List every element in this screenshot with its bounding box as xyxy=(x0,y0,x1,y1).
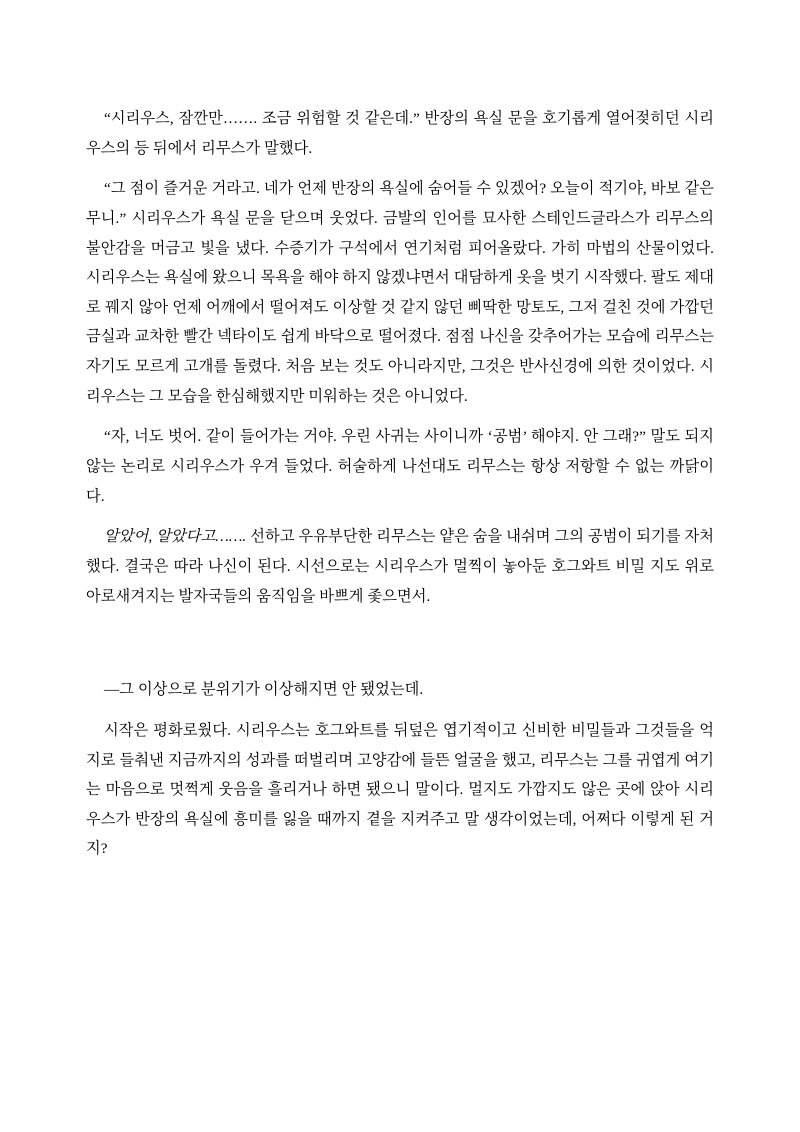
document-body xyxy=(86,104,714,864)
paragraph: 시작은 평화로웠다. 시리우스는 호그와트를 뒤덮은 엽기적이고 신비한 비밀들과 그것들을 억지로 들춰낸 지금까지의 성과를 떠벌리며 고양감에 들뜬 얼굴을 했고, 리무스는 그를 귀엽게 여기는 마음으로 멋쩍게 웃음을 흘리거나 하면 됐으니 말이다. 멀지도 가깝지도 않은 곳에 앉아 시리우스가 반장의 욕실에 흥미를 잃을 때까지 곁을 지켜주고 말 생각이었는데, 어쩌다 이렇게 된 거지? xyxy=(86,721,714,858)
paragraph-with-italic-lead xyxy=(86,522,714,611)
paragraph: “시리우스, 잠깐만……. 조금 위험할 것 같은데.” 반장의 욕실 문을 호기롭게 열어젖히던 시리우스의 등 뒤에서 리무스가 말했다. xyxy=(86,110,714,157)
section-spacer xyxy=(86,622,714,664)
paragraph: “자, 너도 벗어. 같이 들어가는 거야. 우린 사귀는 사이니까 ‘공범’ 해야지. 안 그래?” 말도 되지 않는 논리로 시리우스가 우겨 들었다. 허술하게 나선대도 리무스는 항상 저항할 수 없는 까닭이다. xyxy=(86,428,714,505)
paragraph: ―그 이상으로 분위기가 이상해지면 안 됐었는데. xyxy=(104,681,424,699)
italic-lead-text: 알았어, 알았다고……. xyxy=(104,528,247,546)
paragraph: “그 점이 즐거운 거라고. 네가 언제 반장의 욕실에 숨어들 수 있겠어? 오늘이 적기야, 바보 같은 무니.” 시리우스가 욕실 문을 닫으며 웃었다. 금발의 인어를 묘사한 스테인드글라스가 리무스의 불안감을 머금고 빛을 냈다. 수증기가 구석에서 연기처럼 피어올랐다. 가히 마법의 산물이었다. 시리우스는 욕실에 왔으니 목욕을 해야 하지 않겠냐면서 대담하게 옷을 벗기 시작했다. 팔도 제대로 꿰지 않아 언제 어깨에서 떨어져도 이상할 것 같지 않던 삐딱한 망토도, 그저 걸친 것에 가깝던 금실과 교차한 빨간 넥타이도 쉽게 바닥으로 떨어졌다. 점점 나신을 갖추어가는 모습에 리무스는 자기도 모르게 고개를 돌렸다. 처음 보는 것도 아니라지만, 그것은 반사신경에 의한 것이었다. 시리우스는 그 모습을 한심해했지만 미워하는 것은 아니었다. xyxy=(86,180,714,405)
paragraph-rest-text: 선하고 우유부단한 리무스는 얕은 숨을 내쉬며 그의 공범이 되기를 자처했다. 결국은 따라 나신이 된다. 시선으로는 시리우스가 멀찍이 놓아둔 호그와트 비밀 지도 위로 아로새겨지는 발자국들의 움직임을 바쁘게 좇으면서. xyxy=(86,528,715,605)
